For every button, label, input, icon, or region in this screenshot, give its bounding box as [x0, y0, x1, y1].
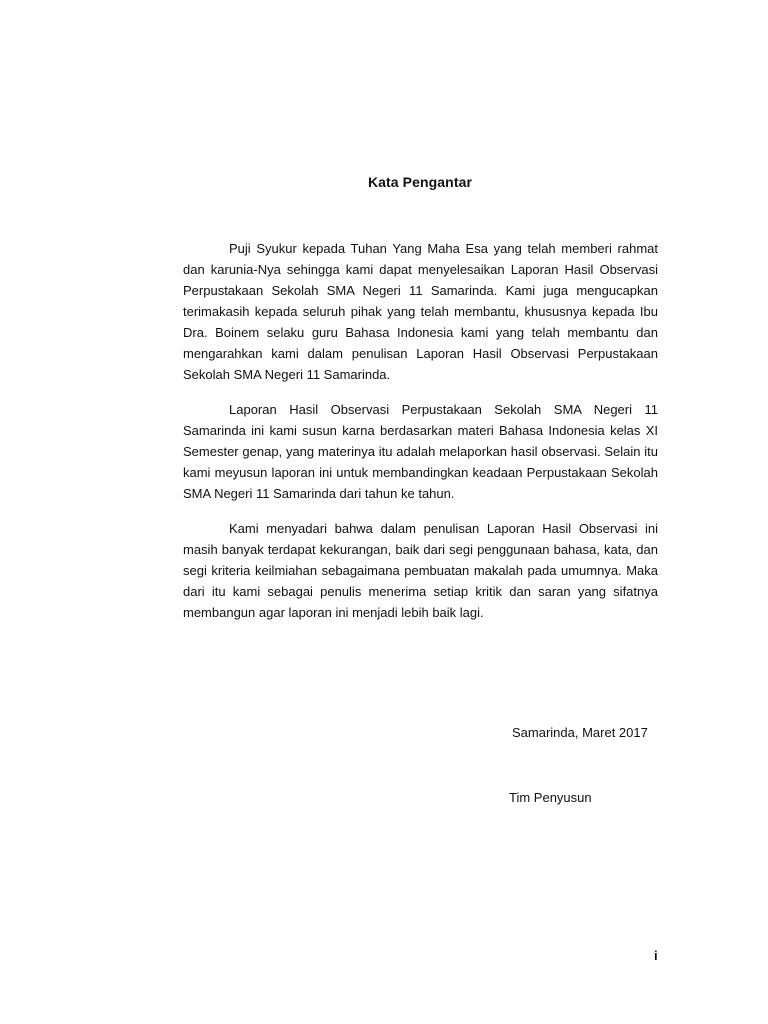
paragraph-1: Puji Syukur kepada Tuhan Yang Maha Esa yang telah memberi rahmat dan karunia-Nya sehingga kami dapat menyelesaikan Laporan Hasil Observasi Perpustakaan Sekolah SMA Negeri 11 Samarinda. Kami juga mengucapkan terimakasih kepada seluruh pihak yang telah membantu, khususnya kepada Ibu Dra. Boinem selaku guru Bahasa Indonesia kami yang telah membantu dan mengarahkan kami dalam penulisan Laporan Hasil Observasi Perpustakaan Sekolah SMA Negeri 11 Samarinda. [183, 241, 658, 382]
body-text [183, 238, 658, 637]
page-title: Kata Pengantar [367, 174, 473, 190]
author-signature: Tim Penyusun [509, 790, 592, 805]
place-date: Samarinda, Maret 2017 [512, 725, 648, 740]
paragraph-3: Kami menyadari bahwa dalam penulisan Laporan Hasil Observasi ini masih banyak terdapat kekurangan, baik dari segi penggunaan bahasa, kata, dan segi kriteria keilmiahan sebagaimana pembuatan makalah pada umumnya. Maka dari itu kami sebagai penulis menerima setiap kritik dan saran yang sifatnya membangun agar laporan ini menjadi lebih baik lagi. [183, 521, 658, 620]
page-number: i [654, 948, 658, 963]
paragraph-2: Laporan Hasil Observasi Perpustakaan Sekolah SMA Negeri 11 Samarinda ini kami susun karna berdasarkan materi Bahasa Indonesia kelas XI Semester genap, yang materinya itu adalah melaporkan hasil observasi. Selain itu kami meyusun laporan ini untuk membandingkan keadaan Perpustakaan Sekolah SMA Negeri 11 Samarinda dari tahun ke tahun. [183, 402, 658, 501]
